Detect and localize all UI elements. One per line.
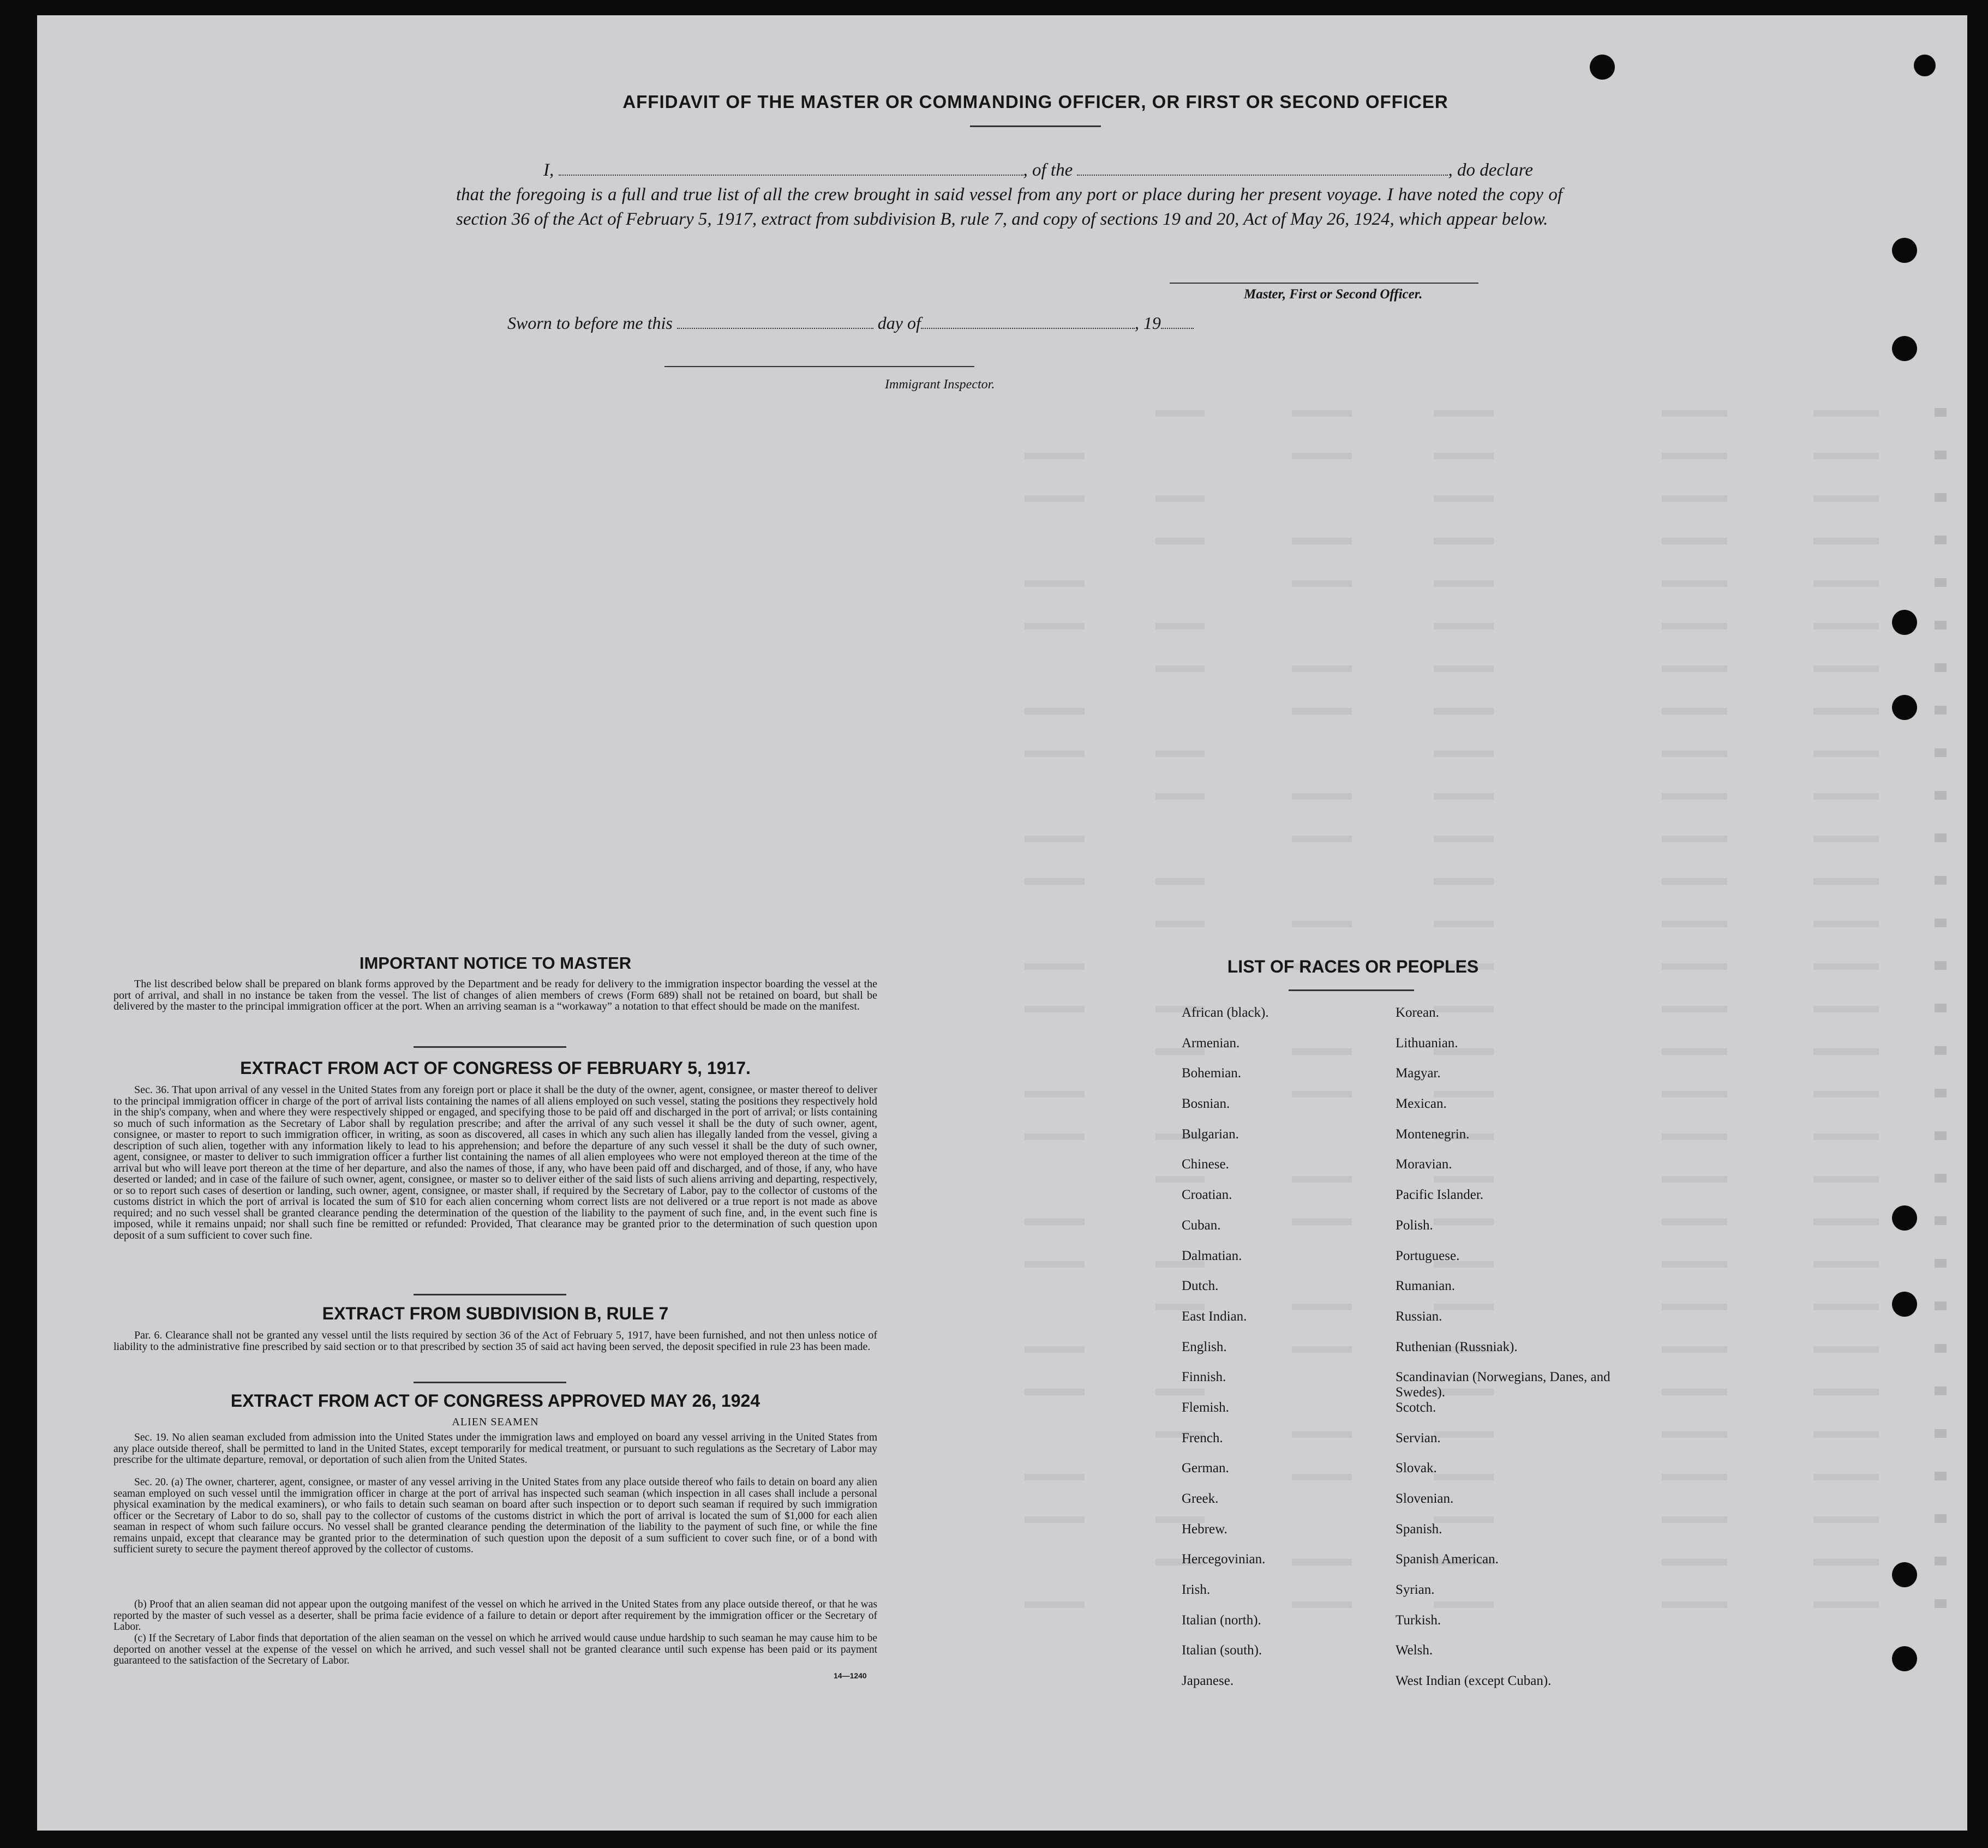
- races-title: LIST OF RACES OR PEOPLES: [1227, 957, 1479, 976]
- bleed-mark: [1813, 1431, 1879, 1438]
- bleed-mark: [1662, 1431, 1727, 1438]
- extract-1924-title: EXTRACT FROM ACT OF CONGRESS APPROVED MAY 26, 1924: [230, 1391, 761, 1411]
- master-signature-label: Master, First or Second Officer.: [1244, 287, 1423, 302]
- bleed-mark: [1292, 538, 1352, 544]
- race-item: Italian (south).: [1182, 1643, 1262, 1658]
- bleed-mark: [1813, 665, 1879, 672]
- bleed-mark: [1813, 1389, 1879, 1395]
- race-item: Mexican.: [1396, 1096, 1447, 1112]
- race-item: Magyar.: [1396, 1066, 1441, 1081]
- extract-rule7-title: EXTRACT FROM SUBDIVISION B, RULE 7: [322, 1304, 669, 1323]
- bleed-mark: [1292, 665, 1352, 672]
- bleed-mark: [1292, 793, 1352, 800]
- bleed-mark: [1662, 1389, 1727, 1395]
- bleed-mark: [1813, 538, 1879, 544]
- bleed-mark: [1813, 708, 1879, 715]
- race-item: Finnish.: [1182, 1370, 1226, 1385]
- sworn-year-blank: [1161, 315, 1194, 329]
- bleed-mark: [1813, 623, 1879, 629]
- bleed-row-mark: [1935, 748, 1947, 757]
- bleed-mark: [1025, 751, 1085, 757]
- bleed-mark: [1434, 495, 1494, 502]
- bleed-mark: [1813, 1091, 1879, 1097]
- bleed-mark: [1025, 1389, 1085, 1395]
- bleed-row-mark: [1935, 1131, 1947, 1140]
- bleed-mark: [1434, 751, 1494, 757]
- bleed-mark: [1434, 623, 1494, 629]
- race-item: Bosnian.: [1182, 1096, 1230, 1112]
- bleed-mark: [1662, 410, 1727, 417]
- bleed-mark: [1813, 1133, 1879, 1140]
- bleed-mark: [1434, 453, 1494, 459]
- bleed-mark: [1662, 878, 1727, 885]
- bleed-mark: [1434, 410, 1494, 417]
- bleed-mark: [1813, 453, 1879, 459]
- bleed-mark: [1662, 708, 1727, 715]
- bleed-mark: [1025, 836, 1085, 842]
- bleed-mark: [1434, 708, 1494, 715]
- bleed-mark: [1662, 963, 1727, 970]
- bleed-row-mark: [1935, 791, 1947, 800]
- affidavit-of-the: , of the: [1023, 160, 1073, 180]
- races-column-1: [1182, 1005, 1378, 1704]
- bleed-row-mark: [1935, 451, 1947, 459]
- bleed-mark: [1813, 1048, 1879, 1055]
- race-item: Lithuanian.: [1396, 1035, 1458, 1051]
- bleed-row-mark: [1935, 919, 1947, 927]
- bleed-mark: [1662, 751, 1727, 757]
- race-item: Dalmatian.: [1182, 1248, 1242, 1263]
- bleed-mark: [1662, 836, 1727, 842]
- bleed-row-mark: [1935, 408, 1947, 417]
- race-item: Slovenian.: [1396, 1491, 1454, 1506]
- bleed-row-mark: [1935, 1046, 1947, 1055]
- bleed-mark: [1025, 1601, 1085, 1608]
- race-item: Korean.: [1396, 1005, 1439, 1020]
- race-item: French.: [1182, 1430, 1223, 1445]
- bleed-mark: [1662, 1176, 1727, 1183]
- bleed-mark: [1662, 665, 1727, 672]
- races-title-rule: [1289, 989, 1414, 991]
- bleed-mark: [1662, 1559, 1727, 1565]
- bleed-mark: [1025, 1474, 1085, 1480]
- bleed-mark: [1662, 793, 1727, 800]
- bleed-row-mark: [1935, 1472, 1947, 1480]
- bleed-mark: [1155, 751, 1205, 757]
- bleed-mark: [1025, 580, 1085, 587]
- affidavit-title-rule: [970, 125, 1101, 127]
- bleed-row-mark: [1935, 1174, 1947, 1183]
- sworn-month-blank: [921, 315, 1135, 329]
- race-item: Turkish.: [1396, 1612, 1441, 1628]
- section-divider: [414, 1046, 566, 1048]
- race-item: African (black).: [1182, 1005, 1269, 1020]
- race-item: German.: [1182, 1461, 1229, 1476]
- sec20b-text: (b) Proof that an alien seaman did not appear upon the outgoing manifest of the vessel on which he arrived in the United States from any place outside thereof, or that he was reported by the master of such vessel as a deserter, shall be prima facie evidence of a failure to detain or deport after requirement by the immigration officer or the Secretary of Labor.: [113, 1599, 877, 1633]
- punch-hole: [1892, 1292, 1917, 1317]
- race-item: Japanese.: [1182, 1673, 1234, 1689]
- bleed-mark: [1662, 1261, 1727, 1268]
- bleed-mark: [1155, 793, 1205, 800]
- bleed-mark: [1434, 665, 1494, 672]
- punch-hole: [1892, 610, 1917, 635]
- bleed-mark: [1292, 453, 1352, 459]
- sec19-text: Sec. 19. No alien seaman excluded from admission into the United States under the immigration laws and employed on board any vessel arriving in the United States from any place outside thereof, shall be permitted to land in the United States, except temporarily for medical treatment, or pursuant to such regulations as the Secretary of Labor may prescribe for the ultimate departure, removal, or deportation of such alien from the United States.: [113, 1432, 877, 1466]
- bleed-mark: [1662, 1601, 1727, 1608]
- race-item: Portuguese.: [1396, 1248, 1460, 1263]
- bleed-mark: [1813, 1559, 1879, 1565]
- bleed-row-mark: [1935, 961, 1947, 970]
- race-item: Italian (north).: [1182, 1612, 1261, 1628]
- bleed-row-mark: [1935, 1514, 1947, 1523]
- race-item: Spanish American.: [1396, 1552, 1499, 1567]
- sec20a-text: Sec. 20. (a) The owner, charterer, agent, consignee, or master of any vessel arriving in the United States from any place outside thereof who fails to detain on board any alien seaman employed on such vessel until the immigration officer in charge at the port of arrival has inspected such seaman (which inspection in all cases shall include a personal physical examination by the medical examiners), or who fails to detain such seaman on board after such inspection or to deport such seaman if required by such immigration officer or the Secretary of Labor to do so, shall pay to the collector of customs of the customs district in which the port of arrival is located the sum of $1,000 for each alien seaman in respect of whom such failure occurs. No vessel shall be granted clearance pending the determination of the liability to the payment of such fine, or while the fine remains unpaid, except that clearance may be granted prior to the determination of such question upon the deposit of a sum sufficient to cover such fine, or of a bond with sufficient surety to secure the payment thereof approved by the collector of customs.: [113, 1477, 877, 1555]
- bleed-mark: [1662, 1346, 1727, 1353]
- bleed-mark: [1025, 708, 1085, 715]
- bleed-row-mark: [1935, 1599, 1947, 1608]
- bleed-mark: [1025, 1261, 1085, 1268]
- race-item: Ruthenian (Russniak).: [1396, 1339, 1518, 1354]
- bleed-mark: [1155, 665, 1205, 672]
- bleed-mark: [1025, 1091, 1085, 1097]
- bleed-row-mark: [1935, 1004, 1947, 1012]
- race-item: Bulgarian.: [1182, 1126, 1239, 1142]
- bleed-row-mark: [1935, 833, 1947, 842]
- bleed-mark: [1813, 410, 1879, 417]
- bleed-row-mark: [1935, 1089, 1947, 1097]
- race-item: Scandinavian (Norwegians, Danes, and Swedes).: [1396, 1370, 1610, 1400]
- race-item: Polish.: [1396, 1217, 1433, 1233]
- bleed-mark: [1662, 623, 1727, 629]
- bleed-mark: [1292, 836, 1352, 842]
- bleed-row-mark: [1935, 1429, 1947, 1438]
- race-item: Hercegovinian.: [1182, 1552, 1266, 1567]
- race-item: Moravian.: [1396, 1157, 1452, 1172]
- bleed-row-mark: [1935, 706, 1947, 715]
- affidavit-do-declare: , do declare: [1448, 160, 1533, 180]
- race-item: Chinese.: [1182, 1157, 1229, 1172]
- race-item: Syrian.: [1396, 1582, 1435, 1598]
- race-item: Rumanian.: [1396, 1279, 1456, 1294]
- race-item: West Indian (except Cuban).: [1396, 1673, 1552, 1689]
- bleed-row-mark: [1935, 1557, 1947, 1565]
- bleed-mark: [1662, 1133, 1727, 1140]
- sworn-label: Sworn to before me this: [507, 313, 673, 333]
- bleed-mark: [1813, 1516, 1879, 1523]
- punch-hole: [1914, 55, 1936, 76]
- races-column-2: [1396, 1005, 1625, 1704]
- bleed-mark: [1662, 1516, 1727, 1523]
- bleed-mark: [1813, 836, 1879, 842]
- bleed-mark: [1025, 495, 1085, 502]
- punch-hole: [1892, 336, 1917, 361]
- bleed-row-mark: [1935, 1344, 1947, 1353]
- bleed-mark: [1025, 623, 1085, 629]
- bleed-mark: [1813, 495, 1879, 502]
- bleed-mark: [1434, 538, 1494, 544]
- bleed-mark: [1662, 453, 1727, 459]
- bleed-mark: [1813, 1304, 1879, 1310]
- sworn-line: [507, 313, 1194, 333]
- race-item: Armenian.: [1182, 1035, 1240, 1051]
- bleed-mark: [1434, 580, 1494, 587]
- race-item: East Indian.: [1182, 1309, 1247, 1324]
- bleed-mark: [1434, 793, 1494, 800]
- bleed-mark: [1155, 495, 1205, 502]
- bleed-mark: [1025, 1133, 1085, 1140]
- race-item: Welsh.: [1396, 1643, 1433, 1658]
- race-item: Croatian.: [1182, 1187, 1232, 1203]
- bleed-mark: [1813, 878, 1879, 885]
- inspector-signature-line: [664, 366, 974, 367]
- bleed-mark: [1813, 1006, 1879, 1012]
- bleed-row-mark: [1935, 876, 1947, 885]
- race-item: English.: [1182, 1339, 1227, 1354]
- punch-hole: [1892, 238, 1917, 263]
- bleed-mark: [1434, 878, 1494, 885]
- name-blank-line: [559, 161, 1023, 176]
- bleed-row-mark: [1935, 493, 1947, 502]
- race-item: Servian.: [1396, 1430, 1441, 1445]
- race-item: Spanish.: [1396, 1521, 1442, 1537]
- bleed-row-mark: [1935, 663, 1947, 672]
- section-divider: [414, 1382, 566, 1383]
- race-item: Scotch.: [1396, 1400, 1436, 1415]
- bleed-mark: [1292, 921, 1352, 927]
- bleed-mark: [1813, 1219, 1879, 1225]
- form-number: 14—1240: [834, 1671, 867, 1680]
- bleed-mark: [1434, 836, 1494, 842]
- bleed-mark: [1813, 580, 1879, 587]
- bleed-row-mark: [1935, 1301, 1947, 1310]
- inspector-label: Immigrant Inspector.: [885, 377, 995, 392]
- bleed-mark: [1662, 1474, 1727, 1480]
- bleed-mark: [1813, 751, 1879, 757]
- bleed-mark: [1813, 1176, 1879, 1183]
- bleed-mark: [1662, 1091, 1727, 1097]
- extract-1917-text: Sec. 36. That upon arrival of any vessel in the United States from any foreign port or place it shall be the duty of the owner, agent, consignee, or master thereof to deliver to the principal immigration officer in charge of the port of arrival lists containing the names of all aliens employed on such vessel, stating the positions they respectively hold in the ship's company, when and where they were respectively shipped or engaged, and specifying those to be paid off and discharged in the port of arrival; or lists containing so much of such information as the Secretary of Labor shall by regulation prescribe; and after the arrival of any such vessel it shall be the duty of such owner, agent, consignee, or master to report to such immigration officer, in writing, as soon as discovered, all cases in which any such alien has illegally landed from the vessel, giving a description of such alien, together with any information likely to lead to his apprehension; and before the departure of any such vessel it shall be the duty of such owner, agent, consignee, or master to deliver to such immigration officer a further list containing the names of all alien employees who were not employed thereon at the time of the arrival but who will leave port thereon at the time of her departure, and also the names of those, if any, who have been paid off and discharged, and of those, if any, who have deserted or landed; and in case of the failure of such owner, agent, consignee, or master so to deliver either of the said lists of such aliens arriving and departing, respectively, or so to report such cases of desertion or landing, such owner, agent, consignee, or master shall, if required by the Secretary of Labor, pay to the collector of customs of the customs district in which the port of arrival is located the sum of $10 for each alien concerning whom correct lists are not delivered or a true report is not made as above required; and no such vessel shall be granted clearance pending the determination of the question of the liability to the payment of such fine, and, in the event such fine is imposed, while it remains unpaid; nor shall such fine be remitted or refunded: Provided, That clearance may be granted prior to the determination of such question upon deposit of a sum sufficient to cover such fine.: [113, 1084, 877, 1241]
- bleed-mark: [1662, 1048, 1727, 1055]
- bleed-row-mark: [1935, 1216, 1947, 1225]
- punch-hole: [1590, 55, 1615, 80]
- punch-hole: [1892, 1646, 1917, 1671]
- race-item: Montenegrin.: [1396, 1126, 1470, 1142]
- affidavit-body: [456, 158, 1562, 232]
- bleed-mark: [1025, 1006, 1085, 1012]
- bleed-row-mark: [1935, 1387, 1947, 1395]
- bleed-mark: [1434, 921, 1494, 927]
- punch-hole: [1892, 1205, 1917, 1231]
- alien-seamen-subtitle: ALIEN SEAMEN: [452, 1416, 539, 1428]
- bleed-row-mark: [1935, 536, 1947, 544]
- affidavit-declaration-text: that the foregoing is a full and true list of all the crew brought in said vessel from any port or place during her present voyage. I have noted the copy of section 36 of the Act of February 5, 1917, extract from subdivision B, rule 7, and copy of sections 19 and 20, Act of May 26, 1924, which appear below.: [456, 185, 1562, 229]
- bleed-mark: [1025, 1516, 1085, 1523]
- bleed-mark: [1813, 921, 1879, 927]
- bleed-mark: [1662, 538, 1727, 544]
- race-item: Pacific Islander.: [1396, 1187, 1484, 1203]
- bleed-mark: [1662, 1006, 1727, 1012]
- sec20c-text: (c) If the Secretary of Labor finds that deportation of the alien seaman on the vessel on which he arrived would cause undue hardship to such seaman he may cause him to be deported on another vessel at the expense of the vessel on which he arrived, and such vessel shall not be granted clearance until such expense has been paid or its payment guaranteed to the satisfaction of the Secretary of Labor.: [113, 1633, 877, 1666]
- bleed-mark: [1292, 410, 1352, 417]
- notice-text: The list described below shall be prepared on blank forms approved by the Department and be ready for delivery to the immigration inspector boarding the vessel at the port of arrival, and shall in no instance be taken from the vessel. The list of changes of alien members of crews (Form 689) shall not be retained on board, but shall be delivered by the master to the principal immigration officer at the port. When an arriving seaman is a “workaway” a notation to that effect should be made on the manifest.: [113, 978, 877, 1012]
- race-item: Hebrew.: [1182, 1521, 1227, 1537]
- year-prefix: , 19: [1134, 313, 1161, 333]
- bleed-mark: [1025, 1346, 1085, 1353]
- section-divider: [414, 1294, 566, 1295]
- race-item: Bohemian.: [1182, 1066, 1242, 1081]
- punch-hole: [1892, 1562, 1917, 1587]
- master-signature-line: [1170, 283, 1478, 284]
- bleed-row-mark: [1935, 578, 1947, 587]
- bleed-mark: [1025, 878, 1085, 885]
- race-item: Irish.: [1182, 1582, 1211, 1598]
- race-item: Russian.: [1396, 1309, 1442, 1324]
- bleed-mark: [1155, 410, 1205, 417]
- bleed-mark: [1155, 623, 1205, 629]
- bleed-mark: [1813, 963, 1879, 970]
- bleed-mark: [1813, 1474, 1879, 1480]
- bleed-mark: [1292, 580, 1352, 587]
- punch-hole: [1892, 695, 1917, 720]
- day-of-label: day of: [877, 313, 921, 333]
- extract-1917-title: EXTRACT FROM ACT OF CONGRESS OF FEBRUARY 5, 1917.: [240, 1058, 751, 1078]
- race-item: Cuban.: [1182, 1217, 1221, 1233]
- bleed-mark: [1662, 1219, 1727, 1225]
- bleed-mark: [1155, 878, 1205, 885]
- bleed-mark: [1025, 963, 1085, 970]
- bleed-mark: [1025, 453, 1085, 459]
- affidavit-i-label: I,: [543, 160, 554, 180]
- bleed-mark: [1813, 793, 1879, 800]
- bleed-mark: [1025, 1219, 1085, 1225]
- bleed-row-mark: [1935, 1259, 1947, 1268]
- sworn-day-blank: [677, 315, 873, 329]
- bleed-row-mark: [1935, 621, 1947, 629]
- race-item: Flemish.: [1182, 1400, 1229, 1415]
- bleed-mark: [1292, 708, 1352, 715]
- race-item: Greek.: [1182, 1491, 1219, 1506]
- bleed-mark: [1662, 495, 1727, 502]
- bleed-mark: [1662, 921, 1727, 927]
- bleed-mark: [1813, 1601, 1879, 1608]
- notice-title: IMPORTANT NOTICE TO MASTER: [359, 953, 632, 973]
- extract-rule7-text: Par. 6. Clearance shall not be granted any vessel until the lists required by section 36 of the Act of February 5, 1917, have been furnished, and not then unless notice of liability to the administrative fine prescribed by said section or to that prescribed by section 35 of said act having been served, the deposit specified in rule 23 has been made.: [113, 1329, 877, 1353]
- bleed-mark: [1155, 921, 1205, 927]
- affidavit-title: AFFIDAVIT OF THE MASTER OR COMMANDING OFFICER, OR FIRST OR SECOND OFFICER: [622, 92, 1448, 112]
- bleed-mark: [1662, 1304, 1727, 1310]
- vessel-blank-line: [1077, 161, 1448, 176]
- bleed-mark: [1813, 1261, 1879, 1268]
- bleed-mark: [1662, 580, 1727, 587]
- document-page: [37, 15, 1967, 1831]
- bleed-mark: [1813, 1346, 1879, 1353]
- race-item: Slovak.: [1396, 1461, 1437, 1476]
- bleed-mark: [1155, 538, 1205, 544]
- race-item: Dutch.: [1182, 1279, 1219, 1294]
